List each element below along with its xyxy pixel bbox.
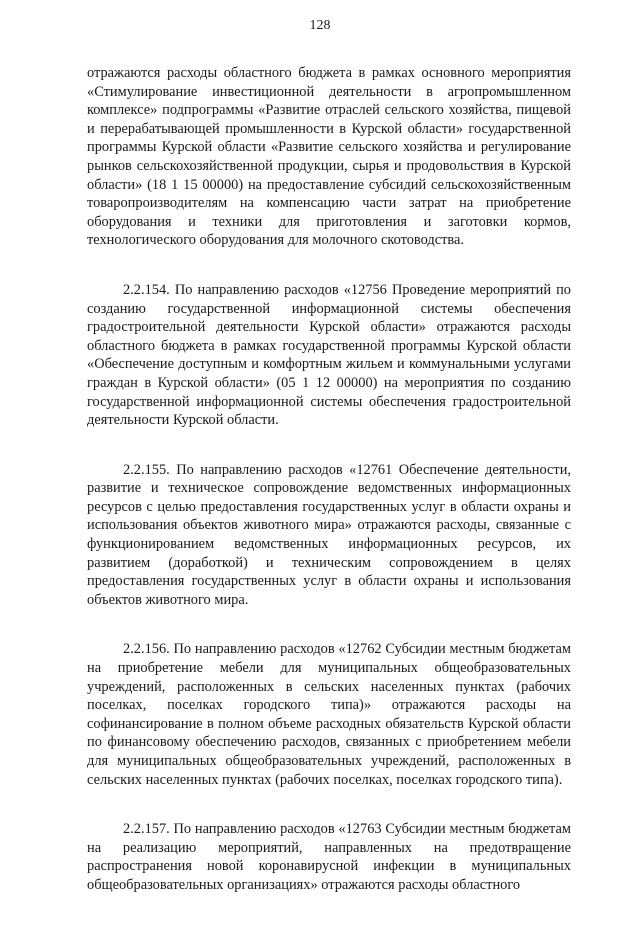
page-number: 128 xyxy=(309,18,331,33)
paragraph-2-2-157: 2.2.157. По направлению расходов «12763 Субсидии местным бюджетам на реализацию мероприятий, направленных на предотвращение распространения новой коронавирусной инфекции в муниципальных общеобразовательных организациях» отражаются расходы областного xyxy=(87,821,571,893)
document-body xyxy=(87,64,571,926)
paragraph-2-2-155: 2.2.155. По направлению расходов «12761 Обеспечение деятельности, развитие и техническое сопровождение ведомственных информационных ресурсов с целью предоставления государственных услуг в области охраны и использования объектов животного мира» отражаются расходы, связанные с функционированием ведомственных информационных ресурсов, их развитием (доработкой) и техническим сопровождением в целях предоставления государственных услуг в области охраны и использования объектов животного мира. xyxy=(87,461,571,608)
paragraph-2-2-154: 2.2.154. По направлению расходов «12756 Проведение мероприятий по созданию государственной информационной системы обеспечения градостроительной деятельности Курской области» отражаются расходы областного бюджета в рамках государственной программы Курской области «Обеспечение доступным и комфортным жильем и коммунальными услугами граждан в Курской области» (05 1 12 00000) на мероприятия по созданию государственной информационной системы обеспечения градостроительной деятельности Курской области. xyxy=(87,281,571,429)
paragraph-2-2-156: 2.2.156. По направлению расходов «12762 Субсидии местным бюджетам на приобретение мебели для муниципальных общеобразовательных учреждений, расположенных в сельских населенных пунктах (рабочих поселках, поселках городского типа)» отражаются расходы на софинансирование в полном объеме расходных обязательств Курской области по финансовому обеспечению расходов, связанных с приобретением мебели для муниципальных общеобразовательных учреждений, расположенных в сельских населенных пунктах (рабочих поселках, поселках городского типа). xyxy=(87,641,571,788)
paragraph-continuation: отражаются расходы областного бюджета в рамках основного мероприятия «Стимулирование инвестиционной деятельности в агропромышленном комплексе» подпрограммы «Развитие отраслей сельского хозяйства, пищевой и перерабатывающей промышленности в Курской области» государственной программы Курской области «Развитие сельского хозяйства и регулирование рынков сельскохозяйственной продукции, сырья и продовольствия в Курской области» (18 1 15 00000) на предоставление субсидий сельскохозяйственным товаропроизводителям на компенсацию части затрат на приобретение оборудования и техники для приготовления и заготовки кормов, технологического оборудования для молочного скотоводства. xyxy=(87,65,571,249)
